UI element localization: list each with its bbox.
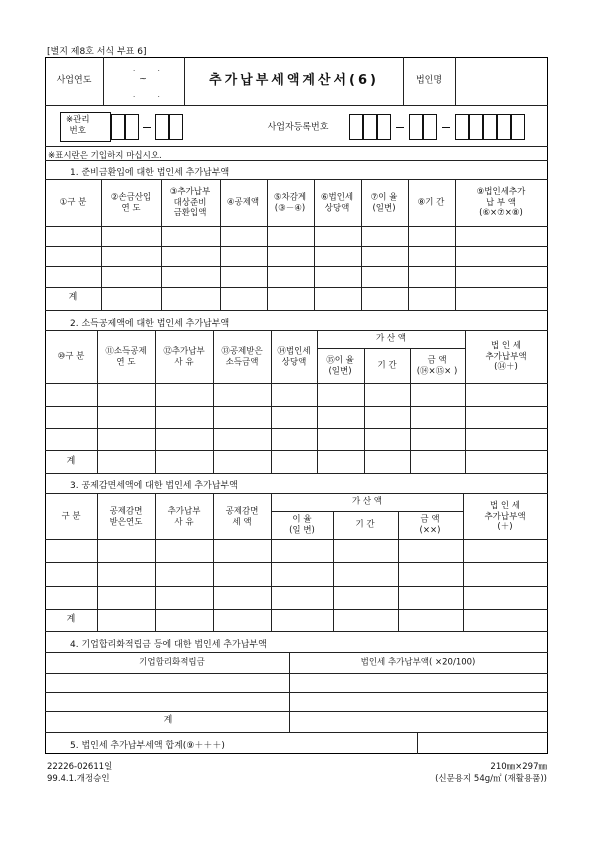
s2-header-group: 가 산 액 — [375, 333, 407, 344]
s1-vline — [267, 179, 268, 310]
s3-h2-l2: 받은연도 — [109, 517, 143, 527]
notice-text: ※표시란은 기입하지 마십시오. — [48, 151, 162, 161]
s4-hline — [45, 692, 548, 693]
biz-reg-label: 사업자등록번호 — [267, 122, 329, 133]
section2-title: 2. 소득공제액에 대한 법인세 추가납부액 — [70, 319, 230, 329]
section3-top-line — [45, 493, 548, 494]
section1-top-line — [45, 179, 548, 180]
s1-vline — [455, 179, 456, 310]
s3-header-additional-tax — [484, 501, 525, 533]
s3-header-year — [110, 506, 143, 527]
s4-hline — [45, 711, 548, 712]
header-vline — [403, 57, 404, 105]
s4-header-additional-tax: 법인세 추가납부액( ×20/100) — [360, 657, 476, 668]
s2-h5-l1: ⑭법인세 — [277, 346, 311, 357]
header-vline — [184, 57, 185, 105]
s1-h6-l2: 상당액 — [324, 203, 350, 213]
section3-title: 3. 공제감면세액에 대한 법인세 추가납부액 — [70, 481, 238, 491]
notice-divider — [45, 160, 548, 161]
s2-h4-l1: ⑬공제받은 — [221, 346, 263, 357]
header-vline — [103, 57, 104, 105]
mgmt-no-digit[interactable] — [125, 114, 139, 140]
s2-vline — [213, 330, 214, 473]
s2-hline — [45, 428, 548, 429]
s3-vline — [333, 511, 334, 631]
s2-header-additional-tax — [485, 341, 526, 373]
s2-g1-l2: (일변) — [328, 366, 352, 376]
s2-header-deduction-year — [105, 346, 146, 367]
s5-total-field[interactable] — [418, 733, 547, 753]
fiscal-year-end-dots[interactable]: . . — [133, 91, 166, 99]
s2-vline — [155, 330, 156, 473]
s2-header-category: ⑩구 분 — [57, 351, 85, 362]
section4-top-line — [45, 652, 548, 653]
s2-group-line — [317, 348, 465, 349]
section4-title: 4. 기업합리화적립금 등에 대한 법인세 추가납부액 — [70, 640, 267, 650]
s1-h6-l1: ⑥법인세 — [320, 192, 354, 203]
footer-right — [435, 761, 547, 786]
dash — [143, 127, 151, 128]
s2-header-tax-equivalent — [277, 346, 310, 367]
s3-total-label: 계 — [66, 614, 76, 625]
s3-header-amount — [420, 514, 441, 535]
s3-h3-l1: 추가납부 — [167, 506, 201, 517]
dash — [442, 127, 450, 128]
footer-paper-type: (신문용지 54g/㎡ (재활용품)) — [435, 774, 547, 785]
s1-total-label: 계 — [68, 292, 78, 303]
s4-header-reserve: 기업합리화적립금 — [139, 657, 205, 668]
s1-vline — [101, 179, 102, 310]
biz-reg-digit[interactable] — [483, 114, 497, 140]
s3-h2-l1: 공제감면 — [109, 506, 143, 517]
s2-h3-l1: ⑫추가납부 — [163, 346, 205, 357]
s2-vline — [410, 348, 411, 473]
biz-reg-digit[interactable] — [377, 114, 391, 140]
s3-header-rate — [289, 514, 315, 535]
s2-vline — [317, 330, 318, 473]
corp-name-label: 법인명 — [415, 75, 443, 86]
s1-h7-l2: (일변) — [372, 203, 396, 213]
header-divider — [45, 105, 548, 106]
s2-vline — [364, 348, 365, 473]
mgmt-no-digit[interactable] — [169, 114, 183, 140]
s2-g1-l1: ⑮이 율 — [326, 355, 354, 366]
fiscal-year-label: 사업연도 — [56, 75, 92, 86]
s2-h3-l2: 사 유 — [174, 357, 194, 367]
footer-paper-size: 210㎜×297㎜ — [490, 762, 547, 772]
s1-header-category: ①구 분 — [59, 197, 87, 208]
mgmt-no-digit[interactable] — [111, 114, 125, 140]
s1-vline — [408, 179, 409, 310]
s2-hline — [45, 383, 548, 384]
footer-approval: 99.4.1.개정승인 — [47, 774, 110, 785]
s3-g3-l1: 금 액 — [420, 514, 440, 525]
s1-h3-l2: 대상준비 — [173, 197, 207, 208]
footer-form-code: 22226-02611일 — [47, 762, 113, 772]
s2-hline — [45, 473, 548, 474]
id-divider — [45, 146, 548, 147]
s2-vline — [465, 330, 466, 473]
s3-hline — [45, 562, 548, 563]
s1-h9-l2: 납 부 액 — [485, 197, 517, 208]
s2-header-rate — [326, 355, 354, 376]
s1-hline — [45, 310, 548, 311]
s3-g1-l2: (일 변) — [289, 525, 315, 535]
s3-hline — [45, 609, 548, 610]
s3-g3-l2: (××) — [419, 525, 441, 535]
s3-hline — [45, 586, 548, 587]
s1-header-rate — [371, 192, 398, 213]
s2-h9-l3: (⑭＋) — [494, 362, 518, 373]
s2-h9-l1: 법 인 세 — [490, 341, 522, 352]
s1-h9-l1: ⑨법인세추가 — [476, 187, 526, 198]
s2-header-period: 기 간 — [377, 360, 397, 371]
mgmt-no-digit[interactable] — [155, 114, 169, 140]
s1-h2-l1: ②손금산입 — [110, 192, 152, 203]
s3-header-period: 기 간 — [355, 519, 375, 530]
s2-h2-l1: ⑪소득공제 — [105, 346, 147, 357]
s3-h3-l2: 사 유 — [174, 517, 194, 527]
biz-reg-digit[interactable] — [409, 114, 423, 140]
fiscal-year-start-dots[interactable]: . . — [133, 65, 166, 73]
mgmt-no-label-box — [60, 112, 111, 142]
s3-header-group: 가 산 액 — [351, 496, 383, 507]
s4-hline — [45, 673, 548, 674]
s2-g3-l2: (⑭×⑮× ) — [416, 366, 458, 376]
s1-vline — [220, 179, 221, 310]
s3-h8-l3: (＋) — [497, 522, 513, 533]
s2-hline — [45, 406, 548, 407]
s1-h5-l2: (③－④) — [274, 203, 306, 213]
s1-h3-l1: ③추가납부 — [169, 187, 211, 198]
biz-reg-digit[interactable] — [349, 114, 363, 140]
s2-total-label: 계 — [66, 456, 76, 467]
s2-header-reason — [163, 346, 204, 367]
biz-reg-digit[interactable] — [423, 114, 437, 140]
s2-hline — [45, 450, 548, 451]
s1-hline — [45, 246, 548, 247]
s1-header-additional-tax — [477, 187, 526, 219]
s1-hline — [45, 266, 548, 267]
s2-header-amount — [417, 355, 458, 376]
biz-reg-digit[interactable] — [455, 114, 469, 140]
s1-h7-l1: ⑦이 율 — [370, 192, 398, 203]
s2-g3-l1: 금 액 — [427, 355, 447, 366]
s3-h8-l2: 추가납부액 — [484, 511, 526, 522]
s3-hline — [45, 631, 548, 632]
biz-reg-digit[interactable] — [363, 114, 377, 140]
biz-reg-digit[interactable] — [497, 114, 511, 140]
s1-h3-l3: 금환입액 — [173, 208, 207, 219]
s3-h4-l2: 세 액 — [232, 517, 252, 527]
s1-h2-l2: 연 도 — [121, 203, 141, 213]
s3-h4-l1: 공제감면 — [225, 506, 259, 517]
s2-h9-l2: 추가납부액 — [485, 351, 527, 362]
form-number: [별지 제8호 서식 부표 6] — [47, 47, 147, 57]
s2-h5-l2: 상당액 — [281, 357, 307, 367]
s3-vline — [398, 511, 399, 631]
s3-header-reduced-tax — [226, 506, 259, 527]
s2-vline — [97, 330, 98, 473]
biz-reg-digit[interactable] — [511, 114, 525, 140]
s1-hline — [45, 287, 548, 288]
s2-vline — [271, 330, 272, 473]
s1-h5-l1: ⑤차감계 — [273, 192, 307, 203]
section1-title: 1. 준비금환입에 대한 법인세 추가납부액 — [70, 168, 230, 178]
s1-header-net — [274, 192, 306, 213]
s2-header-deducted-income — [221, 346, 262, 367]
s3-g1-l1: 이 율 — [292, 514, 312, 525]
s3-group-line — [271, 511, 463, 512]
s1-header-reserve-reversal — [170, 187, 210, 219]
footer-left — [47, 761, 112, 786]
s4-total-label: 계 — [163, 715, 173, 726]
corp-name-field[interactable] — [456, 58, 547, 104]
s1-header-tax-equivalent — [321, 192, 353, 213]
s2-h2-l2: 연 도 — [116, 357, 136, 367]
s1-vline — [161, 179, 162, 310]
s2-h4-l2: 소득금액 — [225, 357, 259, 367]
s3-header-reason — [168, 506, 201, 527]
dash — [396, 127, 404, 128]
section5-title: 5. 법인세 추가납부세액 합계(⑨＋＋＋) — [70, 741, 225, 751]
mgmt-no-label-line1: ※관리 — [66, 115, 90, 125]
s1-h9-l3: (⑥×⑦×⑧) — [479, 208, 523, 219]
s3-hline — [45, 539, 548, 540]
section2-top-line — [45, 330, 548, 331]
s1-vline — [361, 179, 362, 310]
s1-hline — [45, 226, 548, 227]
mgmt-no-label-line2: 번호 — [69, 126, 86, 137]
s1-header-deduction: ④공제액 — [226, 197, 260, 208]
fiscal-year-separator: ~ — [139, 74, 147, 85]
s3-header-category: 구 분 — [61, 511, 81, 522]
s3-h8-l1: 법 인 세 — [489, 501, 521, 512]
s1-vline — [314, 179, 315, 310]
s1-header-period: ⑧기 간 — [417, 197, 445, 208]
biz-reg-digit[interactable] — [469, 114, 483, 140]
form-title: 추가납부세액계산서(6) — [209, 72, 379, 88]
s1-header-deduction-year — [111, 192, 151, 213]
